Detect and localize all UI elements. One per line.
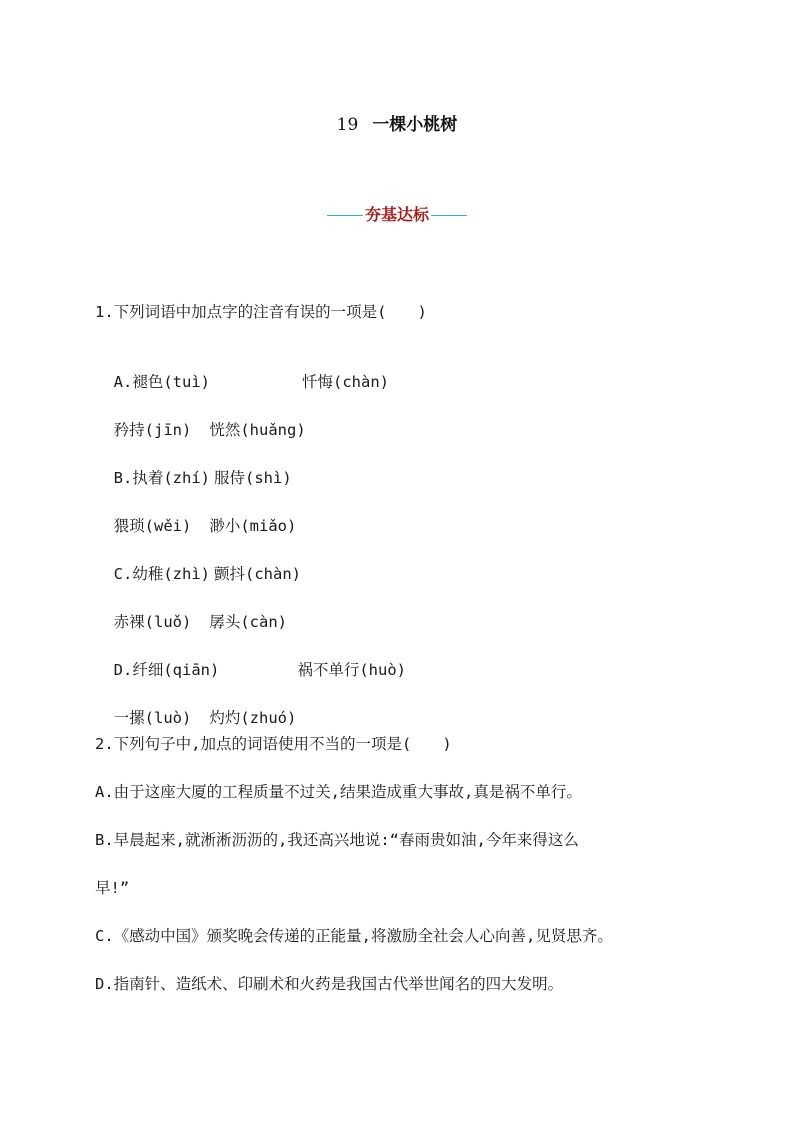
q1-option-b-line1 bbox=[95, 445, 292, 489]
q1-b-word1: B.执着(zhí) bbox=[113, 469, 210, 487]
q1-option-d-line1 bbox=[95, 637, 406, 681]
q1-option-d-line2 bbox=[95, 685, 296, 729]
q2-option-b-line2: 早!” bbox=[95, 879, 130, 897]
heading-rule-left bbox=[327, 215, 363, 216]
q1-option-c-line2 bbox=[95, 589, 287, 633]
heading-rule-right bbox=[431, 215, 467, 216]
q1-option-b-line2 bbox=[95, 493, 296, 537]
q2-option-a: A.由于这座大厦的工程质量不过关,结果造成重大事故,真是祸不单行。 bbox=[95, 783, 582, 801]
q1-c-word4: 孱头(càn) bbox=[209, 613, 288, 631]
q1-b-word3: 猥琐(wěi) bbox=[113, 517, 192, 535]
q1-option-a-line2 bbox=[95, 397, 306, 441]
q1-a-word3: 矜持(jīn) bbox=[113, 421, 192, 439]
q1-option-a-line1 bbox=[95, 349, 389, 393]
q1-c-word3: 赤裸(luǒ) bbox=[113, 613, 192, 631]
q1-d-word2: 祸不单行(huò) bbox=[297, 661, 406, 679]
q2-option-b-line1: B.早晨起来,就淅淅沥沥的,我还高兴地说:“春雨贵如油,今年来得这么 bbox=[95, 831, 579, 849]
section-heading-text: 夯基达标 bbox=[364, 205, 429, 224]
q1-c-word2: 颤抖(chàn) bbox=[214, 565, 301, 583]
q1-d-word1: D.纤细(qiān) bbox=[113, 661, 220, 679]
q1-option-c-line1 bbox=[95, 541, 301, 585]
q1-a-word2: 忏悔(chàn) bbox=[302, 373, 389, 391]
page-title bbox=[0, 110, 794, 135]
q2-option-c: C.《感动中国》颁奖晚会传递的正能量,将激励全社会人心向善,见贤思齐。 bbox=[95, 927, 613, 945]
lesson-number: 19 bbox=[336, 115, 359, 135]
section-heading bbox=[0, 203, 794, 227]
question-1-stem: 1.下列词语中加点字的注音有误的一项是( ) bbox=[95, 303, 427, 321]
q1-b-word2: 服侍(shì) bbox=[214, 469, 292, 487]
q2-option-d: D.指南针、造纸术、印刷术和火药是我国古代举世闻名的四大发明。 bbox=[95, 975, 564, 993]
q1-d-word3: 一摞(luò) bbox=[113, 709, 192, 727]
question-2-stem: 2.下列句子中,加点的词语使用不当的一项是( ) bbox=[95, 735, 452, 753]
q1-b-word4: 渺小(miǎo) bbox=[209, 517, 297, 535]
q1-c-word1: C.幼稚(zhì) bbox=[113, 565, 210, 583]
q1-a-word4: 恍然(huǎng) bbox=[209, 421, 306, 439]
q1-a-word1: A.褪色(tuì) bbox=[113, 373, 210, 391]
lesson-title: 一棵小桃树 bbox=[372, 115, 458, 135]
q1-d-word4: 灼灼(zhuó) bbox=[209, 709, 297, 727]
